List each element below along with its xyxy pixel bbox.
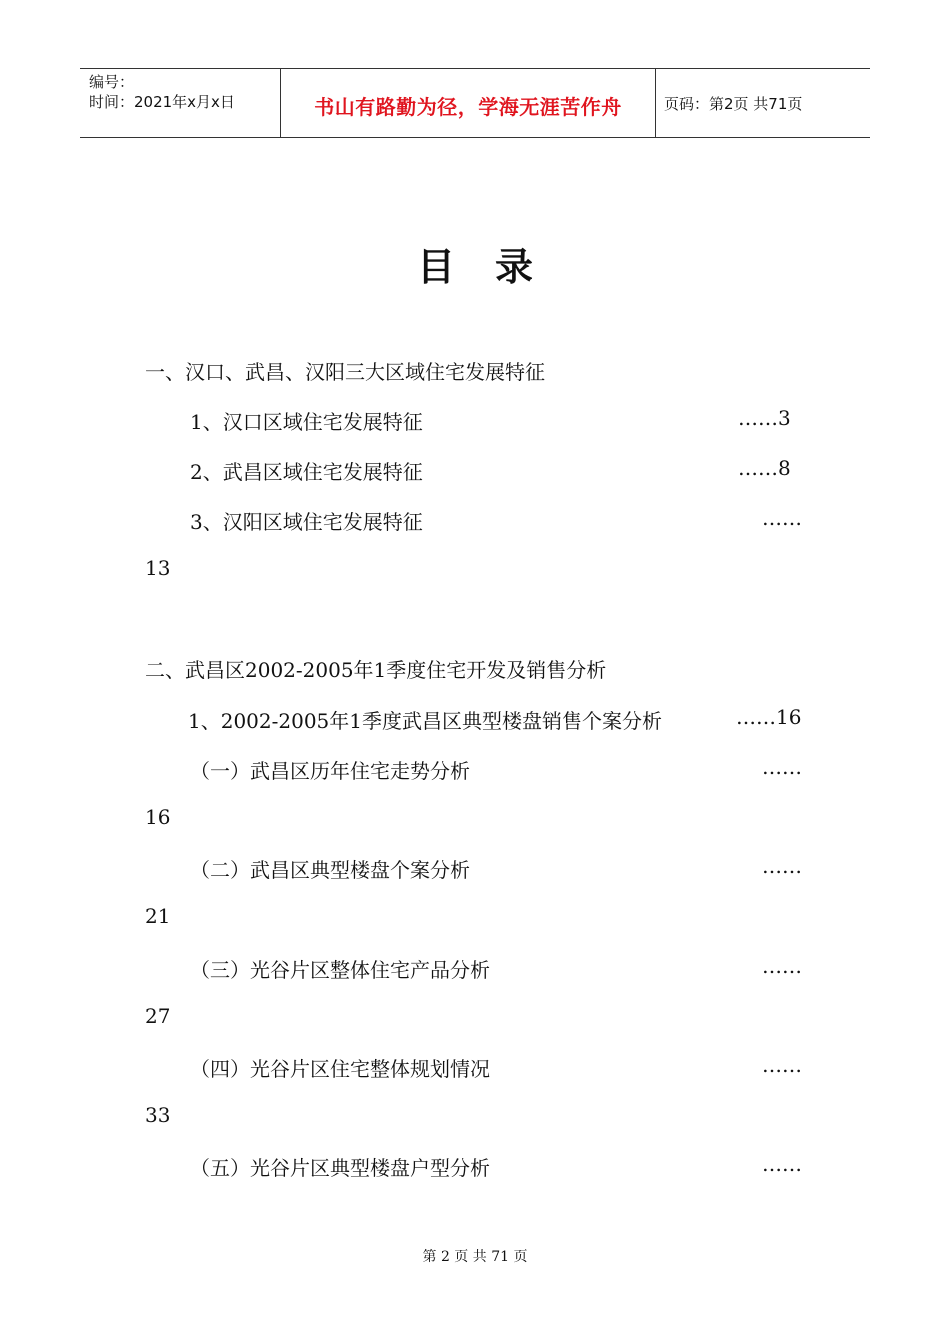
toc-item-2-1: 1、2002-2005年1季度武昌区典型楼盘销售个案分析 (188, 709, 663, 733)
page-header-table (80, 68, 870, 138)
toc-item-2-1-4-dots: …… (762, 1053, 802, 1077)
toc-item-2-1-page: ……16 (736, 705, 802, 729)
toc-item-2-1-1: （一）武昌区历年住宅走势分析 (190, 759, 470, 783)
toc-section-2: 二、武昌区2002-2005年1季度住宅开发及销售分析 (145, 658, 607, 682)
header-page-info: 页码：第2页 共71页 (664, 95, 803, 113)
toc-item-2-1-2-dots: …… (762, 854, 802, 878)
toc-item-2-1-5-dots: …… (762, 1152, 802, 1176)
header-left-cell (80, 69, 280, 137)
page-footer: 第 2 页 共 71 页 (422, 1249, 528, 1265)
toc-item-2-1-4-page: 33 (145, 1103, 171, 1127)
toc-item-1-3-page: 13 (145, 556, 171, 580)
toc-item-2-1-3-page: 27 (145, 1004, 171, 1028)
header-motto: 书山有路勤为径，学海无涯苦作舟 (314, 95, 622, 119)
toc-title: 目录 (416, 244, 573, 289)
header-motto-cell (280, 69, 656, 137)
toc-item-1-1-page: ……3 (738, 406, 791, 430)
toc-item-2-1-2-page: 21 (145, 904, 171, 928)
header-page-cell (655, 69, 870, 137)
toc-item-2-1-3: （三）光谷片区整体住宅产品分析 (190, 958, 490, 982)
toc-item-2-1-1-page: 16 (145, 805, 171, 829)
toc-item-1-2-page: ……8 (738, 456, 791, 480)
toc-item-2-1-3-dots: …… (762, 954, 802, 978)
toc-item-1-1: 1、汉口区域住宅发展特征 (190, 410, 423, 434)
document-number-label: 编号： (89, 73, 135, 91)
toc-item-2-1-5: （五）光谷片区典型楼盘户型分析 (190, 1156, 490, 1180)
toc-item-1-3: 3、汉阳区域住宅发展特征 (190, 510, 423, 534)
toc-item-2-1-4: （四）光谷片区住宅整体规划情况 (190, 1057, 490, 1081)
toc-item-1-2: 2、武昌区域住宅发展特征 (190, 460, 423, 484)
toc-item-2-1-1-dots: …… (762, 755, 802, 779)
toc-item-2-1-2: （二）武昌区典型楼盘个案分析 (190, 858, 470, 882)
toc-section-1: 一、汉口、武昌、汉阳三大区域住宅发展特征 (145, 360, 545, 384)
toc-item-1-3-dots: …… (762, 506, 802, 530)
document-time-label: 时间：2021年x月x日 (89, 93, 235, 111)
